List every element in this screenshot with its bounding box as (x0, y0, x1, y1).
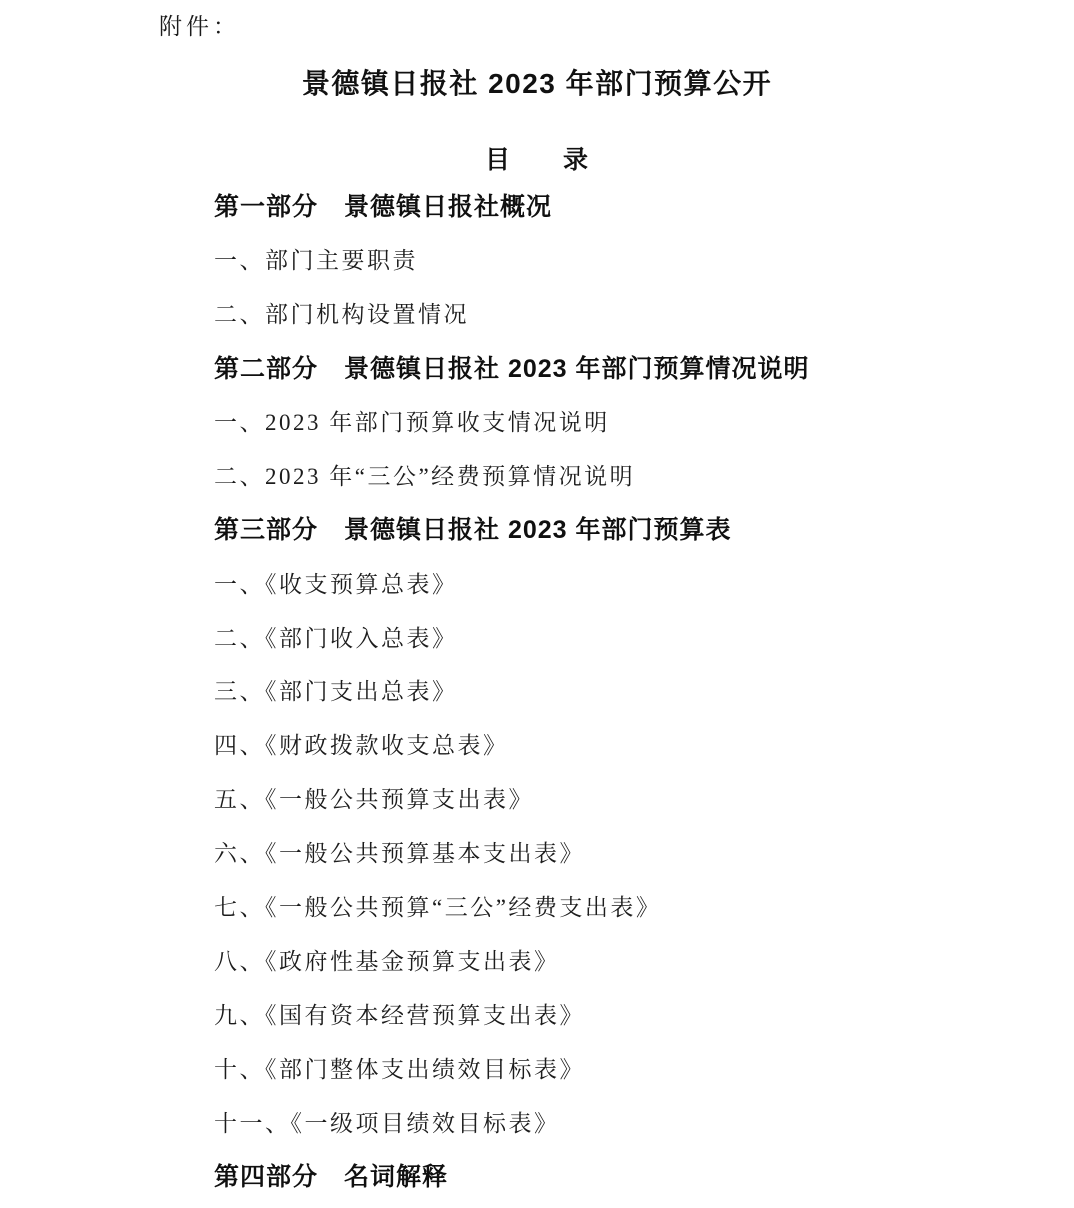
toc-item: 五、《一般公共预算支出表》 (214, 787, 534, 813)
toc-section-heading: 第一部分 景德镇日报社概况 (214, 192, 553, 221)
toc-item: 一、2023 年部门预算收支情况说明 (214, 410, 610, 435)
toc-item: 六、《一般公共预算基本支出表》 (214, 841, 585, 867)
toc-item: 二、部门机构设置情况 (214, 302, 469, 328)
toc-item: 三、《部门支出总表》 (214, 679, 458, 705)
toc-section-heading: 第二部分 景德镇日报社 2023 年部门预算情况说明 (214, 354, 810, 383)
toc-section-heading: 第四部分 名词解释 (214, 1162, 449, 1191)
toc-item: 四、《财政拨款收支总表》 (214, 733, 509, 759)
toc-item: 七、《一般公共预算“三公”经费支出表》 (214, 895, 662, 921)
toc-item: 一、《收支预算总表》 (214, 571, 458, 597)
attachment-label: 附件： (159, 14, 240, 39)
toc-item: 八、《政府性基金预算支出表》 (214, 948, 560, 974)
document-title: 景德镇日报社 2023 年部门预算公开 (301, 68, 773, 99)
toc-item: 九、《国有资本经营预算支出表》 (214, 1002, 585, 1028)
toc-section-heading: 第三部分 景德镇日报社 2023 年部门预算表 (214, 516, 732, 545)
toc-item: 十一、《一级项目绩效目标表》 (214, 1110, 560, 1136)
toc-list (214, 178, 1034, 1202)
toc-item: 十、《部门整体支出绩效目标表》 (214, 1056, 585, 1082)
toc-item: 一、部门主要职责 (214, 248, 418, 274)
toc-heading: 目 录 (484, 147, 589, 174)
toc-item: 二、《部门收入总表》 (214, 625, 458, 651)
toc-item: 二、2023 年“三公”经费预算情况说明 (214, 463, 636, 489)
